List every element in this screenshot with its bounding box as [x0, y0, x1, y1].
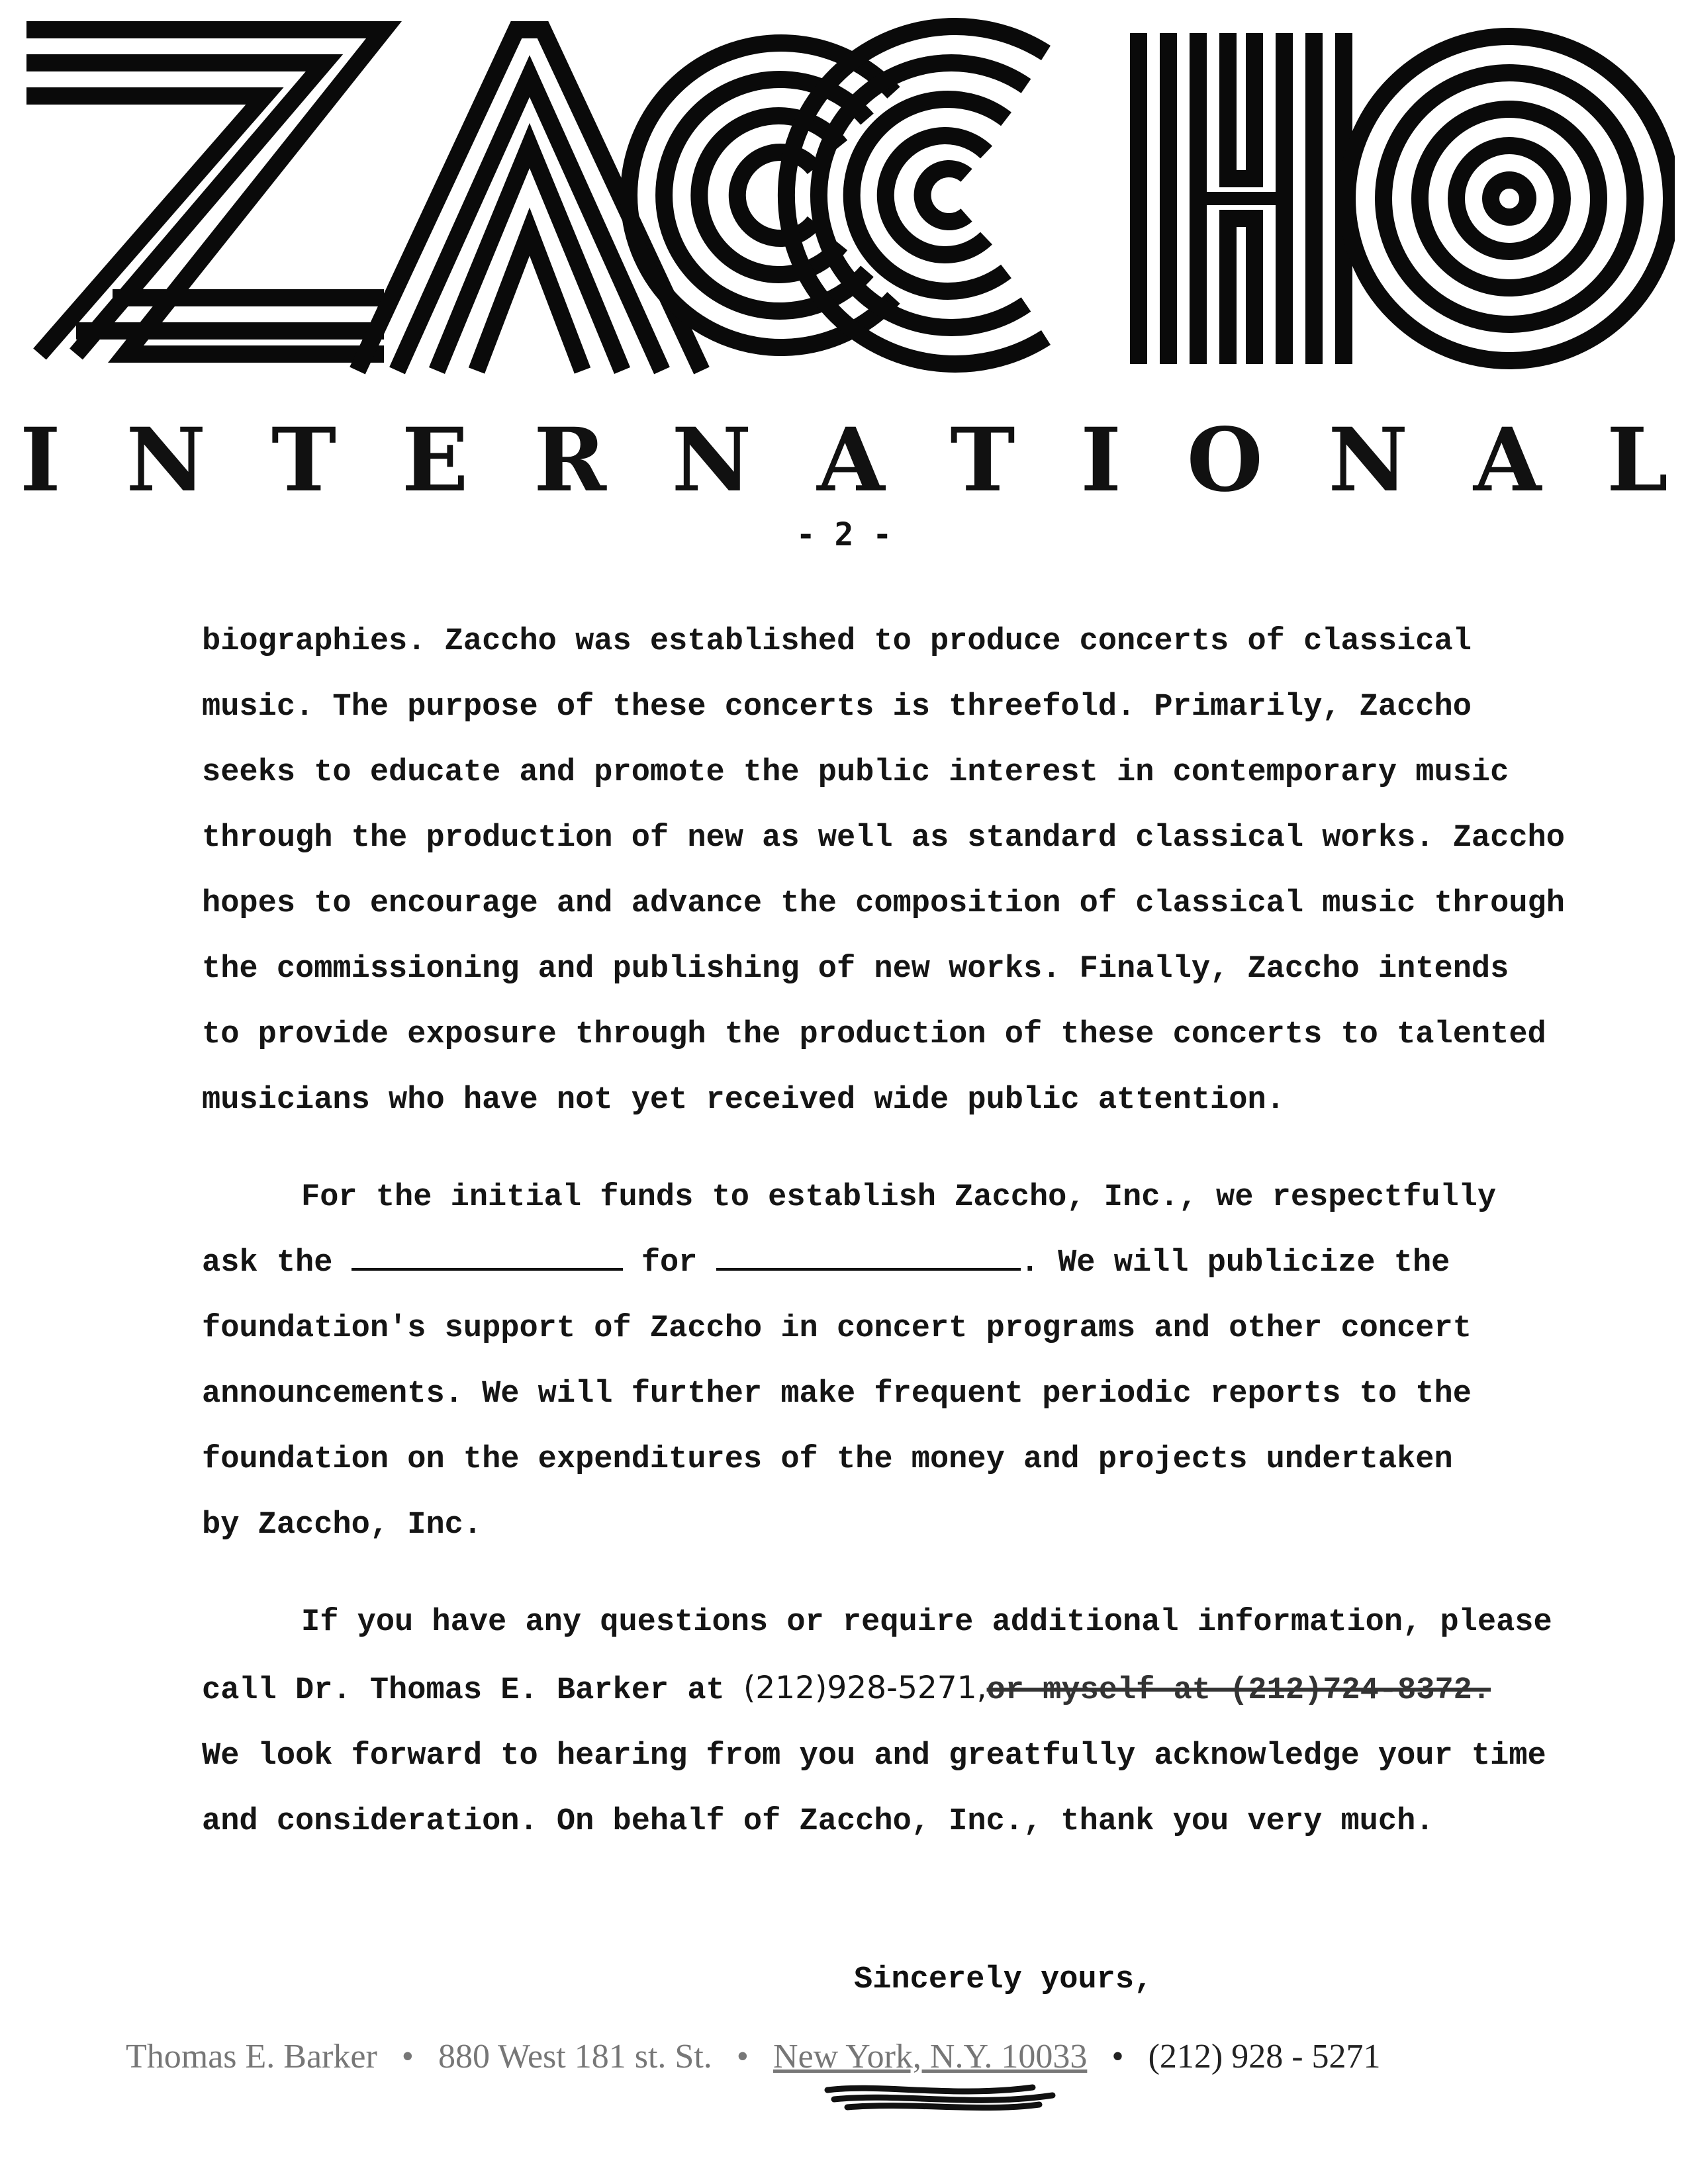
barker-phone: (212)928-5271,	[743, 1670, 987, 1706]
subtitle-letter: A	[1473, 408, 1542, 512]
footer-phone: (212) 928 - 5271	[1148, 2038, 1381, 2075]
subtitle-letter: T	[271, 408, 337, 512]
zaccho-logo	[13, 13, 1675, 384]
text-line: music. The purpose of these concerts is threefold. Primarily, Zaccho	[202, 690, 1472, 725]
footer-name: Thomas E. Barker	[126, 2038, 377, 2075]
text-fragment: call Dr. Thomas E. Barker at	[202, 1673, 743, 1708]
amount-blank	[716, 1244, 1021, 1271]
footer-separator: •	[736, 2038, 749, 2075]
text-line	[202, 1230, 1678, 1296]
foundation-name-blank	[352, 1244, 623, 1271]
letterhead-footer	[126, 2037, 1582, 2076]
text-line	[202, 1655, 1678, 1723]
text-line: through the production of new as well as standard classical works. Zaccho	[202, 821, 1565, 856]
paragraph-funding-request	[202, 1165, 1678, 1558]
subtitle-letter: I	[20, 408, 61, 512]
logo-letter-o	[1347, 36, 1671, 361]
subtitle-letter: N	[126, 408, 207, 512]
subtitle-letter: L	[1607, 408, 1668, 512]
logo-letter-z	[26, 30, 384, 371]
text-line: For the initial funds to establish Zaccho, Inc., we respectfully	[301, 1180, 1497, 1215]
logo-letter-a	[357, 30, 702, 371]
text-line: and consideration. On behalf of Zaccho, Inc., thank you very much.	[202, 1804, 1434, 1839]
text-fragment: for	[622, 1246, 716, 1281]
text-line: We look forward to hearing from you and greatfully acknowledge your time	[202, 1739, 1546, 1774]
subtitle-letter: O	[1186, 408, 1263, 512]
subtitle-letter: I	[1080, 408, 1122, 512]
text-line: the commissioning and publishing of new works. Finally, Zaccho intends	[202, 952, 1509, 987]
subtitle-letter: T	[950, 408, 1015, 512]
paragraph-purpose	[202, 609, 1678, 1133]
logo-letter-c2	[786, 26, 1046, 364]
footer-street: 880 West 181 st. St.	[438, 2038, 712, 2075]
logo-subtitle	[20, 410, 1668, 510]
text-line: announcements. We will further make frequent periodic reports to the	[202, 1377, 1472, 1412]
footer-city: New York, N.Y. 10033	[773, 2038, 1088, 2075]
text-fragment: ask the	[202, 1246, 352, 1281]
subtitle-letter: N	[671, 408, 752, 512]
footer-separator: •	[1111, 2038, 1124, 2075]
ink-scribble	[821, 2078, 1099, 2118]
logo-letter-h	[1139, 33, 1344, 364]
text-line: foundation on the expenditures of the money and projects undertaken	[202, 1442, 1453, 1477]
subtitle-letter: R	[534, 408, 606, 512]
closing-salutation: Sincerely yours,	[854, 1962, 1153, 1997]
struck-out-text: or myself at (212)724-8372.	[986, 1673, 1491, 1708]
subtitle-letter: E	[401, 408, 469, 512]
text-line: biographies. Zaccho was established to produce concerts of classical	[202, 624, 1472, 659]
letter-body	[202, 609, 1678, 1886]
text-line: foundation's support of Zaccho in concert programs and other concert	[202, 1311, 1472, 1346]
text-line: musicians who have not yet received wide public attention.	[202, 1083, 1285, 1118]
footer-separator: •	[401, 2038, 414, 2075]
text-line: seeks to educate and promote the public interest in contemporary music	[202, 755, 1509, 790]
text-line: hopes to encourage and advance the composition of classical music through	[202, 886, 1565, 921]
text-line: to provide exposure through the production of these concerts to talented	[202, 1017, 1546, 1052]
subtitle-letter: N	[1328, 408, 1409, 512]
text-line: If you have any questions or require additional information, please	[301, 1605, 1552, 1640]
text-line: by Zaccho, Inc.	[202, 1508, 483, 1543]
text-fragment: . We will publicize the	[1020, 1246, 1450, 1281]
page-number: - 2 -	[796, 516, 892, 553]
paragraph-contact	[202, 1590, 1678, 1854]
subtitle-letter: A	[817, 408, 885, 512]
